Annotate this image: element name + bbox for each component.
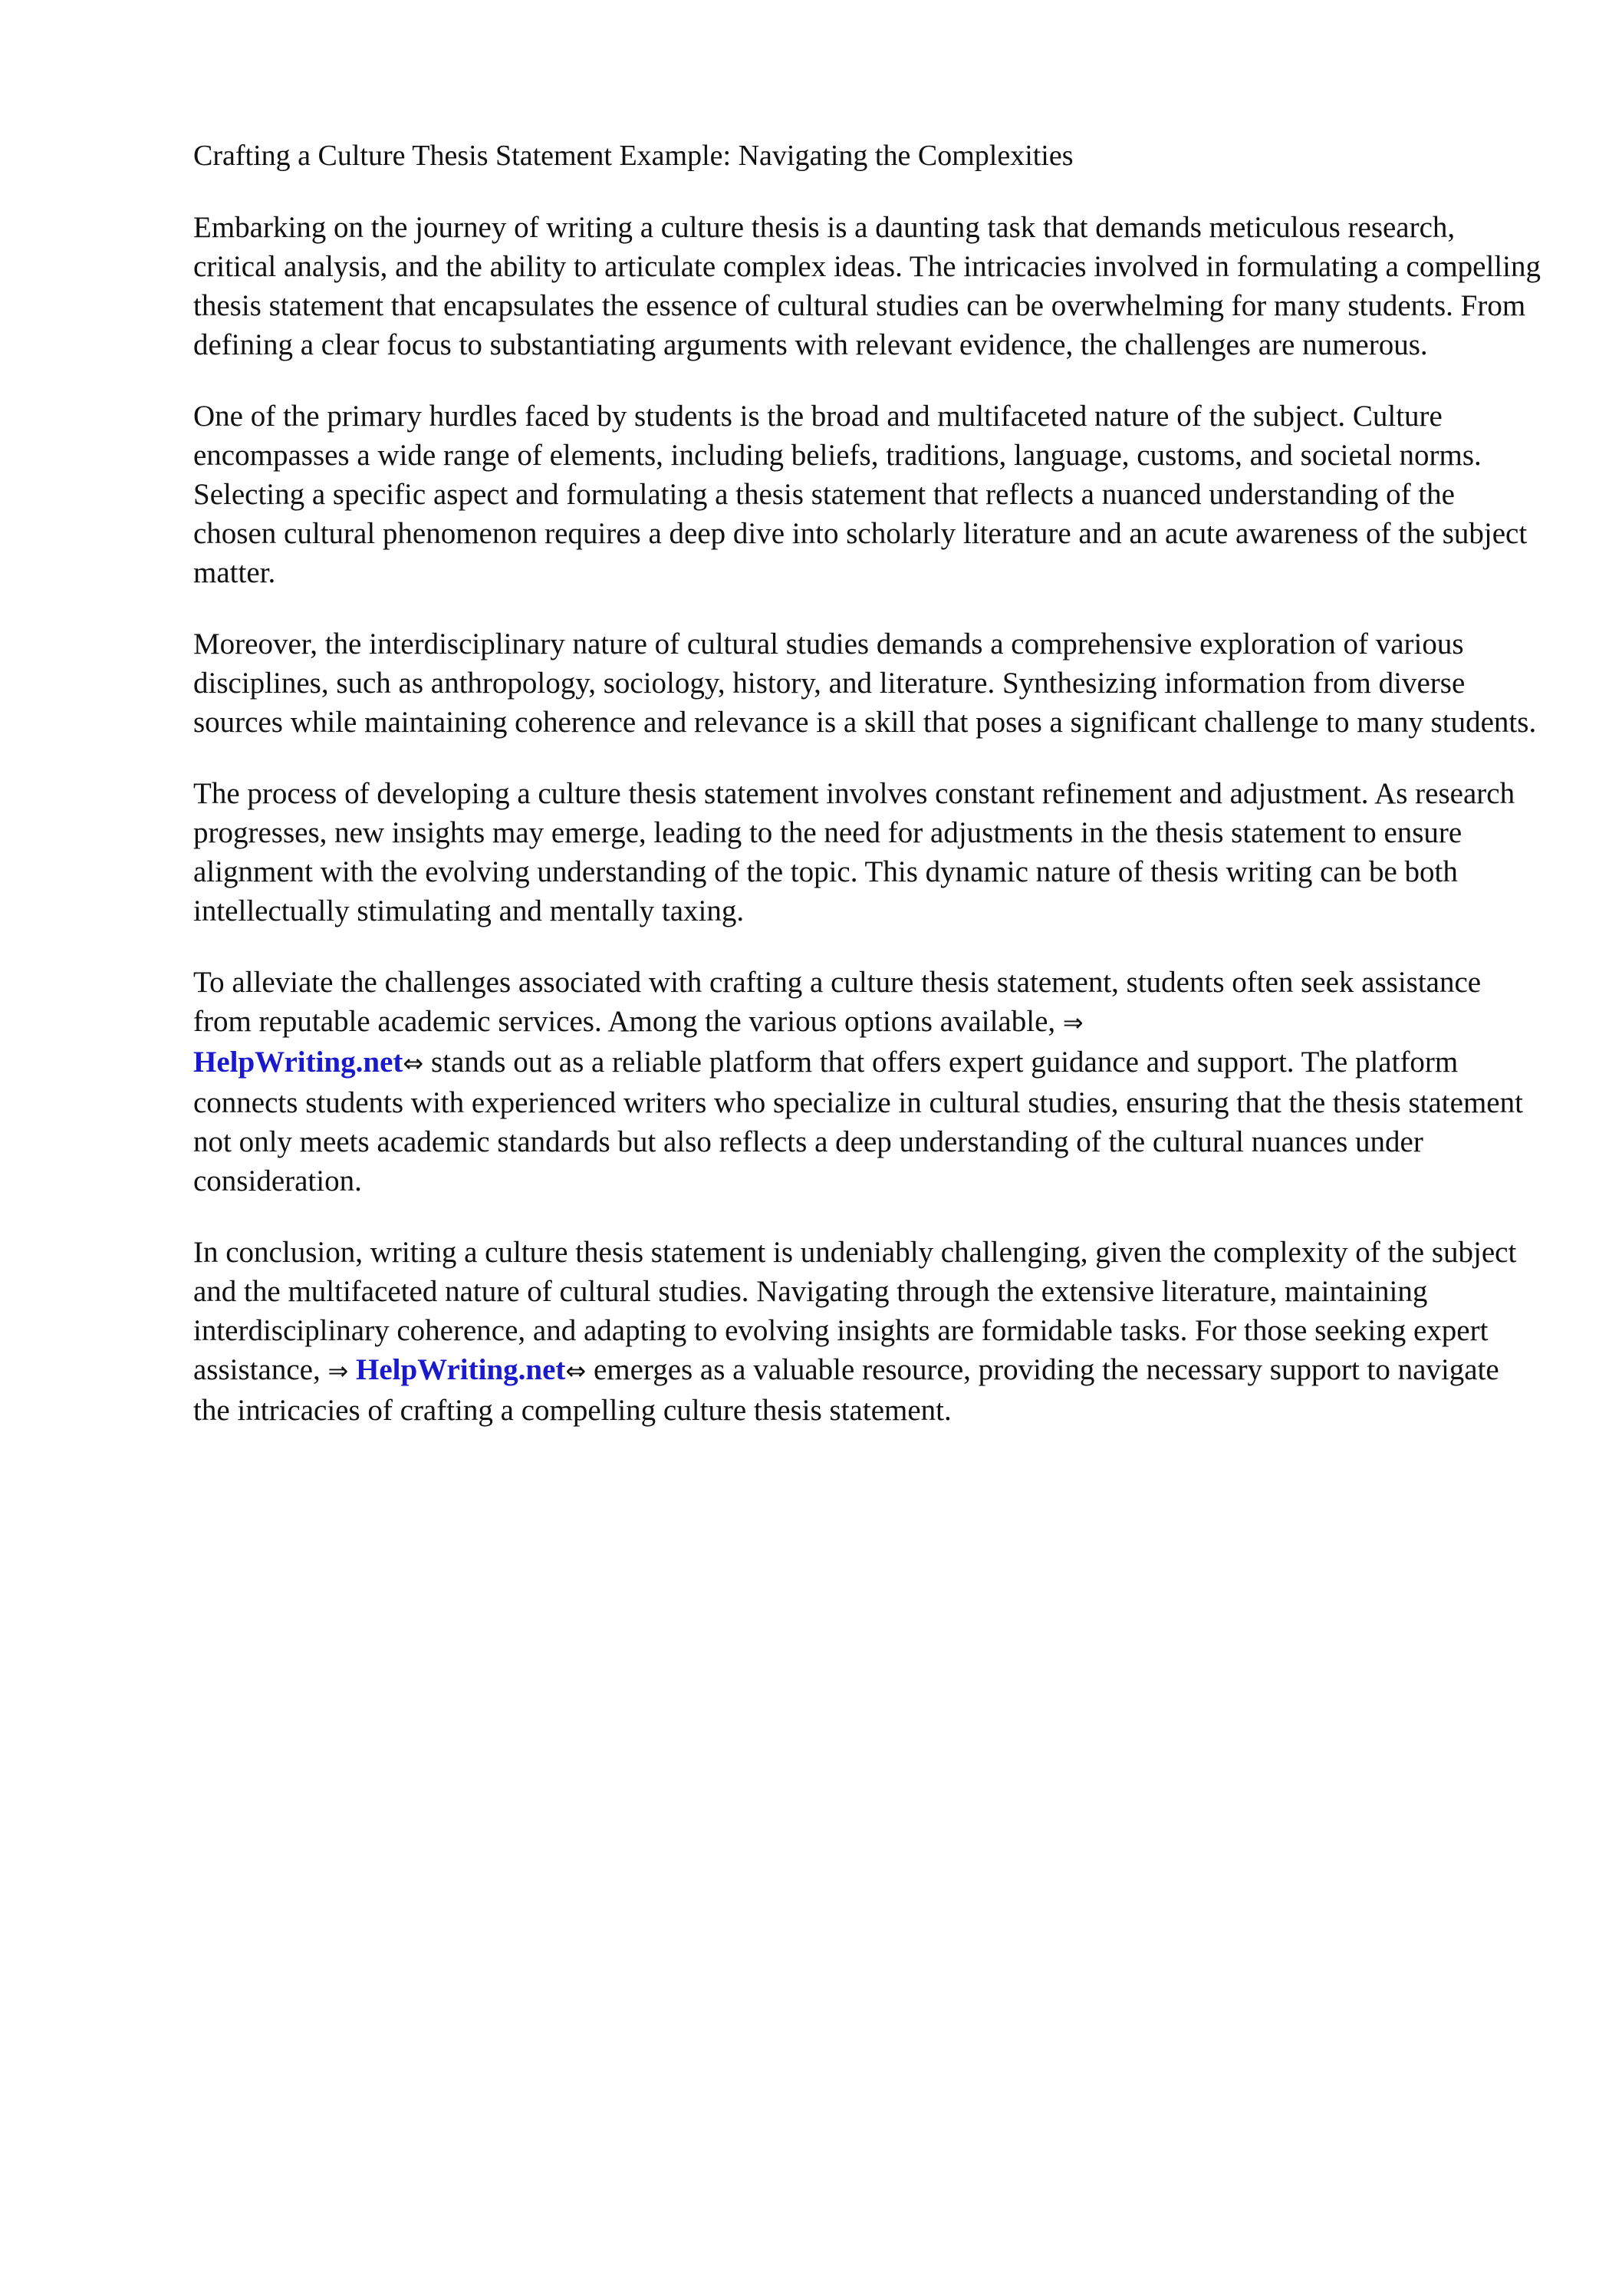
helpwriting-link[interactable]: HelpWriting.net <box>356 1353 566 1386</box>
paragraph-text: To alleviate the challenges associated with crafting a culture thesis statement, students often seek assistance from reputable academic services. Among the various options available, <box>193 966 1482 1038</box>
paragraph-assistance <box>193 963 1543 1201</box>
double-arrow-icon: ⇔ <box>565 1356 587 1385</box>
paragraph-hurdles: One of the primary hurdles faced by students is the broad and multifaceted nature of the subject. Culture encompasses a wide range of elements, including beliefs, traditions, language, customs, and societal norms. Selecting a specific aspect and formulating a thesis statement that reflects a nuanced understanding of the chosen cultural phenomenon requires a deep dive into scholarly literature and an acute awareness of the subject matter. <box>193 400 1528 589</box>
paragraph-interdisciplinary: Moreover, the interdisciplinary nature of cultural studies demands a comprehensive exploration of various disciplines, such as anthropology, sociology, history, and literature. Synthesizing information from diverse sources while maintaining coherence and relevance is a skill that poses a significant challenge to many students. <box>193 628 1537 739</box>
document-title: Crafting a Culture Thesis Statement Example: Navigating the Complexities <box>193 140 1074 172</box>
paragraph-conclusion <box>193 1233 1543 1430</box>
document-page <box>193 137 1543 1462</box>
right-arrow-icon: ⇒ <box>1062 1008 1084 1037</box>
paragraph-text: emerges as a valuable resource, providing the necessary support to navigate the intricacies of crafting a compelling culture thesis statement. <box>193 1353 1499 1427</box>
helpwriting-link[interactable]: HelpWriting.net <box>193 1046 403 1079</box>
double-arrow-icon: ⇔ <box>403 1049 424 1078</box>
paragraph-intro: Embarking on the journey of writing a culture thesis is a daunting task that demands meticulous research, critical analysis, and the ability to articulate complex ideas. The intricacies involved in formulating a compelling thesis statement that encapsulates the essence of cultural studies can be overwhelming for many students. From defining a clear focus to substantiating arguments with relevant evidence, the challenges are numerous. <box>193 211 1541 361</box>
right-arrow-icon: ⇒ <box>327 1356 349 1385</box>
paragraph-process: The process of developing a culture thesis statement involves constant refinement and adjustment. As research progresses, new insights may emerge, leading to the need for adjustments in the thesis statement to ensure alignment with the evolving understanding of the topic. This dynamic nature of thesis writing can be both intellectually stimulating and mentally taxing. <box>193 777 1515 927</box>
paragraph-text: In conclusion, writing a culture thesis statement is undeniably challenging, given the complexity of the subject and the multifaceted nature of cultural studies. Navigating through the extensive literature, maintaining interdisciplinary coherence, and adapting to evolving insights are formidable tasks. For those seeking expert assistance, <box>193 1236 1517 1386</box>
paragraph-text: stands out as a reliable platform that offers expert guidance and support. The platform connects students with experienced writers who specialize in cultural studies, ensuring that the thesis statement not only meets academic standards but also reflects a deep understanding of the cultural nuances under consideration. <box>193 1046 1523 1197</box>
